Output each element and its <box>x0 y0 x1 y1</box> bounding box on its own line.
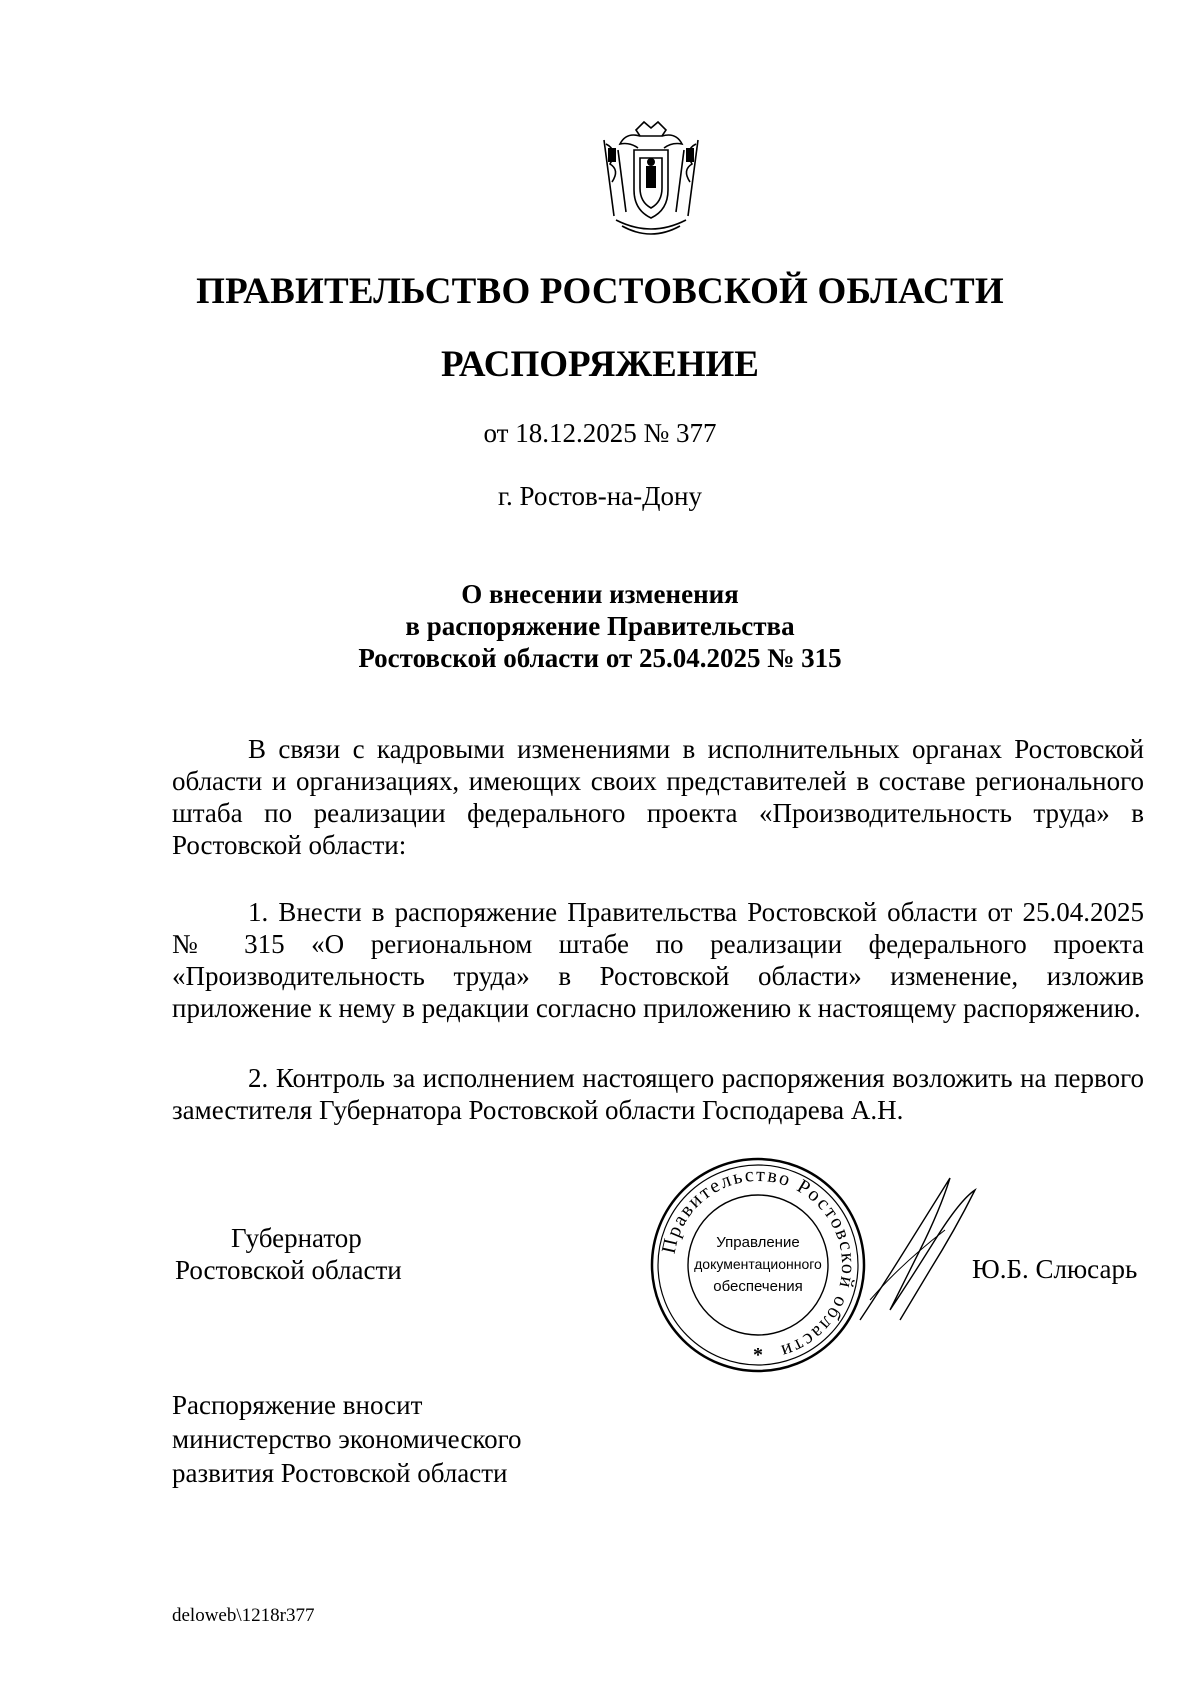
submitter-note <box>172 1388 521 1490</box>
submitter-line: Распоряжение вносит <box>172 1390 423 1420</box>
preamble-paragraph <box>172 733 1144 861</box>
stamp-ring-text: Правительство Ростовской области <box>657 1163 860 1363</box>
document-city: г. Ростов-на-Дону <box>497 481 702 511</box>
rostov-oblast-coat-of-arms-icon <box>596 120 706 240</box>
stamp-center-line: документационного <box>694 1256 822 1272</box>
item-1-text: 1. Внести в распоряжение Правительства Ростовской области от 25.04.2025 № 315 «О региональном штабе по реализации федерального проекта «Производительность труда» в Ростовской области» изменение, изложив приложение к нему в редакции согласно приложению к настоящему распоряжению. <box>172 897 1144 1023</box>
subject-line: в распоряжение Правительства <box>405 611 795 641</box>
handwritten-signature <box>850 1170 980 1340</box>
submitter-line: министерство экономического <box>172 1424 522 1454</box>
signer-position <box>175 1222 402 1286</box>
stamp-center-line: обеспечения <box>713 1278 803 1295</box>
signer-position-line: Губернатор <box>231 1223 362 1253</box>
document-footer-code: deloweb\1218r377 <box>172 1605 315 1626</box>
document-type: РАСПОРЯЖЕНИЕ <box>440 344 759 385</box>
item-1-paragraph <box>172 896 1144 1024</box>
document-date-number: от 18.12.2025 № 377 <box>483 418 717 448</box>
signer-name: Ю.Б. Слюсарь <box>972 1254 1138 1284</box>
stamp-center-line: Управление <box>716 1234 800 1251</box>
item-2-text: 2. Контроль за исполнением настоящего распоряжения возложить на первого заместителя Губернатора Ростовской области Господарева А.Н. <box>172 1063 1144 1125</box>
signer-position-line: Ростовской области <box>175 1255 402 1285</box>
official-stamp <box>648 1155 868 1375</box>
document-subject <box>0 578 1200 674</box>
organization-title: ПРАВИТЕЛЬСТВО РОСТОВСКОЙ ОБЛАСТИ <box>196 271 1004 312</box>
subject-line: О внесении изменения <box>461 579 739 609</box>
preamble-text: В связи с кадровыми изменениями в исполнительных органах Ростовской области и организациях, имеющих своих представителей в составе регионального штаба по реализации федерального проекта «Производительность труда» в Ростовской области: <box>172 734 1144 860</box>
subject-line: Ростовской области от 25.04.2025 № 315 <box>358 643 842 673</box>
item-2-paragraph <box>172 1062 1144 1126</box>
stamp-star: * <box>753 1344 763 1366</box>
submitter-line: развития Ростовской области <box>172 1458 508 1488</box>
